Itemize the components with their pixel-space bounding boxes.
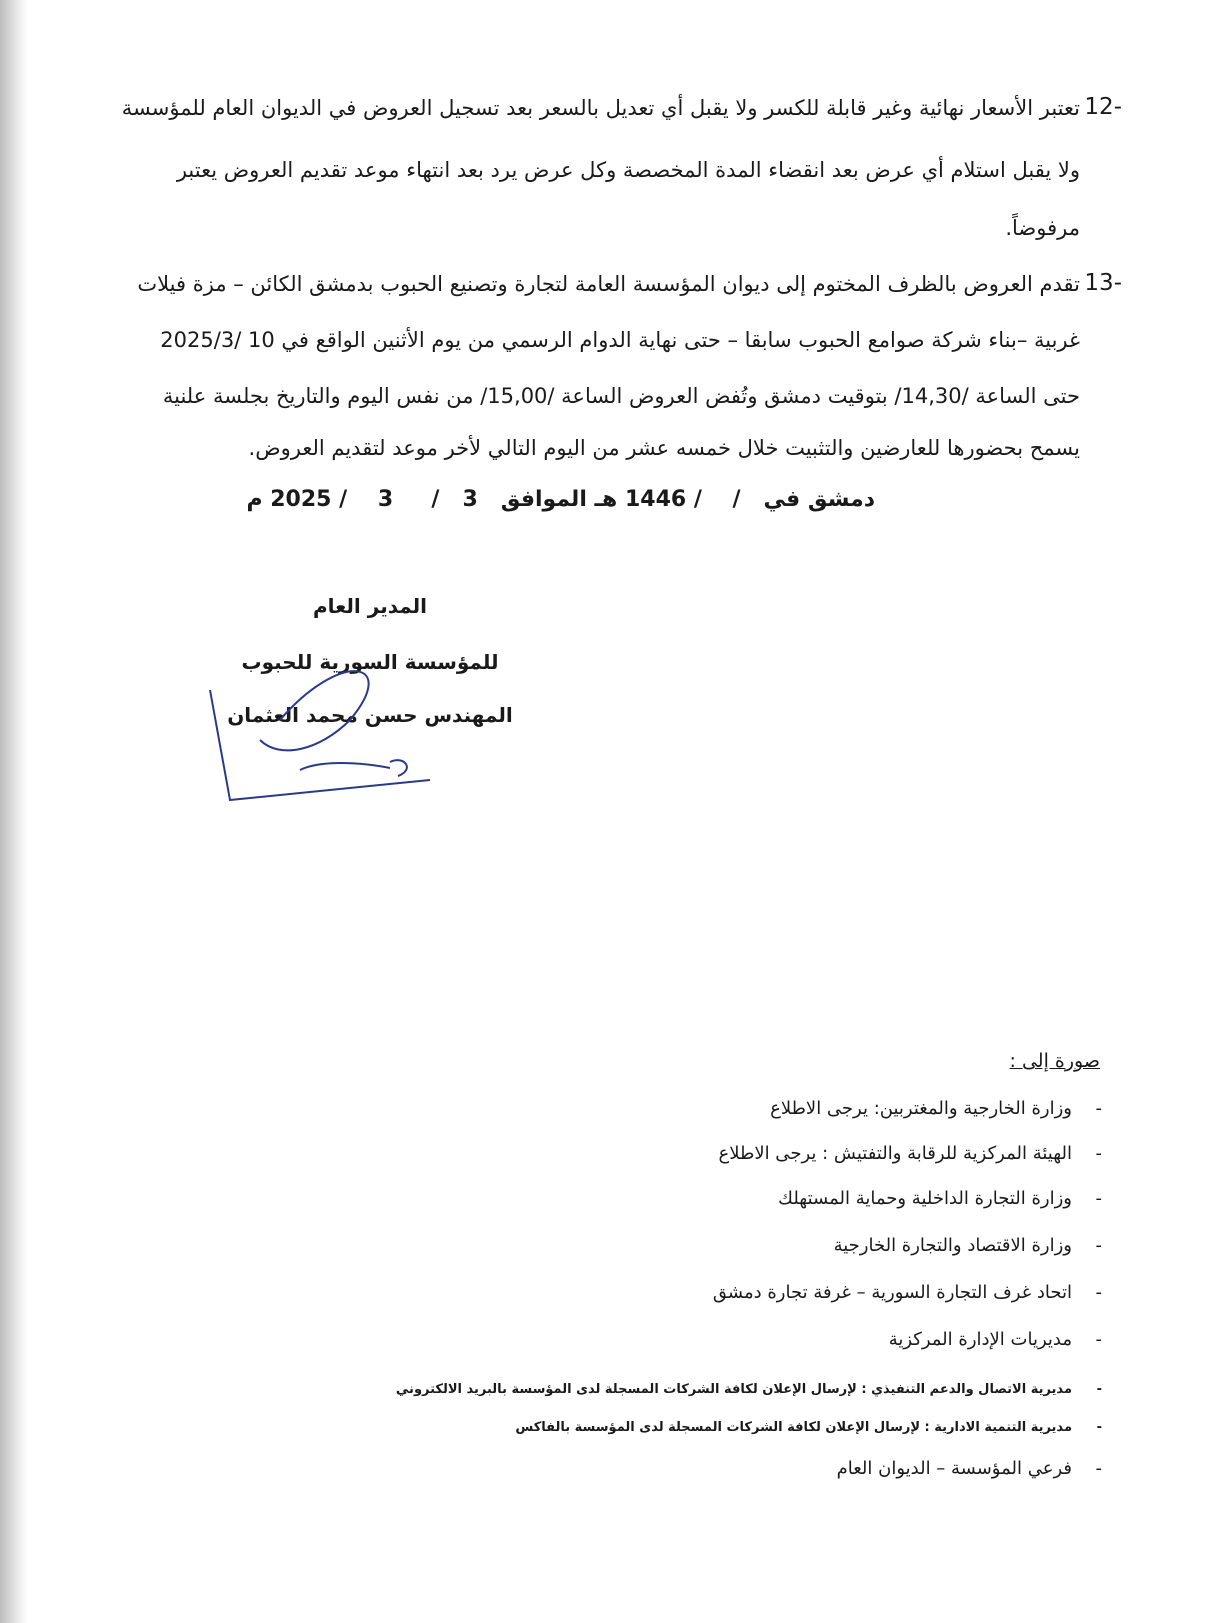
clause-number: 13-	[1084, 270, 1122, 296]
clause-12-line-2: ولا يقبل استلام أي عرض بعد انقضاء المدة المخصصة وكل عرض يرد بعد انتهاء موعد تقديم العروض يعتبر	[176, 158, 1080, 182]
cc-item: -وزارة الاقتصاد والتجارة الخارجية	[833, 1235, 1102, 1256]
scan-shadow	[0, 0, 28, 1623]
cc-item: -اتحاد غرف التجارة السورية – غرفة تجارة دمشق	[712, 1282, 1102, 1303]
cc-item: -وزارة التجارة الداخلية وحماية المستهلك	[778, 1188, 1102, 1209]
signatory-org: للمؤسسة السورية للحبوب	[241, 650, 499, 674]
cc-item: -فرعي المؤسسة – الديوان العام	[836, 1458, 1102, 1479]
clause-number: 12-	[1084, 94, 1122, 120]
clause-12-line-3: مرفوضاً.	[1005, 216, 1080, 240]
cc-item: -مديرية التنمية الادارية : لإرسال الإعلان لكافة الشركات المسجلة لدى المؤسسة بالفاكس	[515, 1420, 1102, 1435]
handwritten-signature	[190, 640, 450, 810]
signatory-title: المدير العام	[312, 594, 428, 618]
cc-item: -الهيئة المركزية للرقابة والتفتيش : يرجى الاطلاع	[718, 1143, 1102, 1164]
cc-item: -مديريات الإدارة المركزية	[888, 1329, 1102, 1350]
cc-title: صورة إلى :	[1009, 1050, 1100, 1072]
clause-13-line-4: يسمح بحضورها للعارضين والتثبيت خلال خمسه عشر من اليوم التالي لأخر موعد لتقديم العروض.	[248, 436, 1080, 460]
clause-13-line-1: تقدم العروض بالظرف المختوم إلى ديوان المؤسسة العامة لتجارة وتصنيع الحبوب بدمشق الكائن – مزة فيلات	[137, 272, 1080, 296]
clause-13-line-3: حتى الساعة /14,30/ بتوقيت دمشق وتُفض العروض الساعة /15,00/ من نفس اليوم والتاريخ بجلسة علنية	[162, 384, 1080, 408]
cc-item: -وزارة الخارجية والمغتربين: يرجى الاطلاع	[770, 1098, 1102, 1119]
signatory-name: المهندس حسن محمد العثمان	[227, 703, 513, 727]
date-line: دمشق في / / 1446 هـ الموافق 3 / 3 / 2025 م	[246, 487, 875, 512]
clause-12-line-1: تعتبر الأسعار نهائية وغير قابلة للكسر ولا يقبل أي تعديل بالسعر بعد تسجيل العروض في الديوان العام للمؤسسة	[121, 96, 1080, 120]
clause-13-line-2: غربية –بناء شركة صوامع الحبوب سابقا – حتى نهاية الدوام الرسمي من يوم الأثنين الواقع في 10 /2025/3	[160, 328, 1080, 352]
cc-item: -مديرية الاتصال والدعم التنفيذي : لإرسال الإعلان لكافة الشركات المسجلة لدى المؤسسة بالبريد الالكتروني	[395, 1382, 1102, 1397]
